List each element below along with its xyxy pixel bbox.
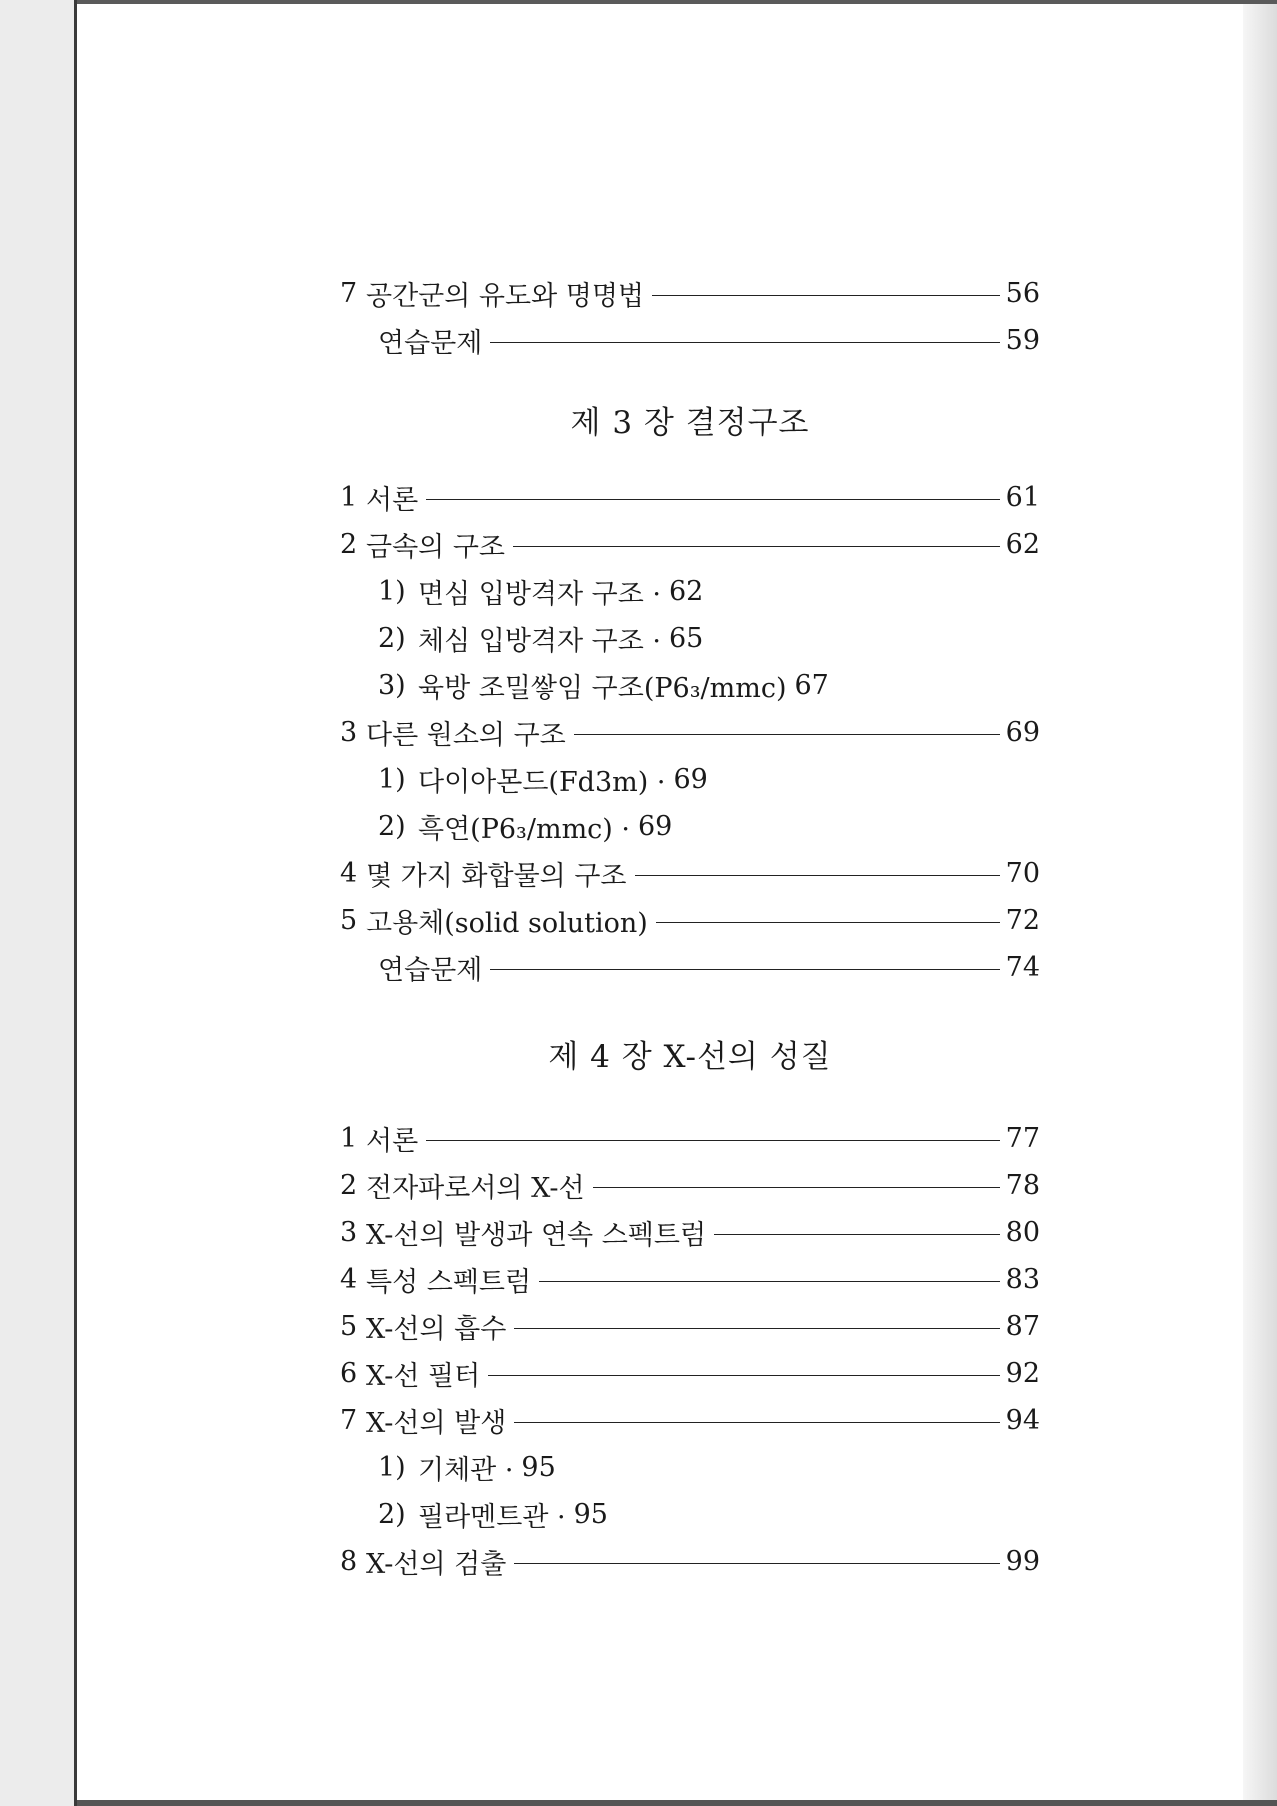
entry-title: 서론: [366, 485, 419, 516]
entry-page: 72: [1005, 905, 1040, 936]
entry-title: 다른 원소의 구조: [366, 720, 566, 751]
toc-subentry: [340, 756, 1040, 803]
entry-title: 연습문제: [378, 328, 483, 359]
toc-entry: [340, 709, 1040, 756]
toc-entry: [340, 850, 1040, 897]
entry-page: 80: [1005, 1217, 1040, 1248]
subentry-title: 다이아몬드(Fd3m) ·: [418, 767, 666, 798]
entry-title: X-선의 발생과 연속 스펙트럼: [366, 1220, 707, 1251]
entry-number: 6: [340, 1358, 358, 1389]
subentry-page: 95: [573, 1499, 608, 1530]
entry-page: 99: [1005, 1546, 1040, 1577]
entry-number: 4: [340, 858, 358, 889]
toc-subentry: [340, 615, 1040, 662]
entry-page: 77: [1005, 1123, 1040, 1154]
entry-number: 1: [340, 482, 358, 513]
toc-entry: [340, 897, 1040, 944]
subentry-page: 67: [794, 670, 829, 701]
dot-leader: [490, 969, 999, 970]
subentry-title: 기체관 ·: [418, 1455, 514, 1486]
toc-subentry: [340, 568, 1040, 615]
subentry-number: 2): [378, 1499, 406, 1530]
subentry-title: 흑연(P6₃/mmc) ·: [418, 814, 630, 845]
entry-page: 70: [1005, 858, 1040, 889]
entry-title: X-선의 발생: [366, 1408, 507, 1439]
toc-entry: [340, 270, 1040, 317]
toc-entry: [340, 317, 1040, 364]
entry-number: 2: [340, 529, 358, 560]
dot-leader: [539, 1281, 1000, 1282]
toc-subentry: [340, 803, 1040, 850]
dot-leader: [652, 295, 1000, 296]
subentry-number: 3): [378, 670, 406, 701]
dot-leader: [574, 734, 1000, 735]
chapter-4-entries: [340, 1115, 1040, 1585]
dot-leader: [426, 499, 999, 500]
entry-page: 87: [1005, 1311, 1040, 1342]
entry-number: 1: [340, 1123, 358, 1154]
entry-title: 금속의 구조: [366, 532, 505, 563]
entry-page: 62: [1005, 529, 1040, 560]
toc-entry: [340, 521, 1040, 568]
toc-subentry: [340, 1444, 1040, 1491]
subentry-number: 2): [378, 811, 406, 842]
entry-number: 3: [340, 717, 358, 748]
entry-number: 8: [340, 1546, 358, 1577]
toc-entry: [340, 1209, 1040, 1256]
subentry-number: 1): [378, 576, 406, 607]
subentry-title: 육방 조밀쌓임 구조(P6₃/mmc): [418, 673, 787, 704]
toc-subentry: [340, 1491, 1040, 1538]
subentry-page: 62: [669, 576, 704, 607]
entry-title: 특성 스펙트럼: [366, 1267, 532, 1298]
dot-leader: [426, 1140, 999, 1141]
toc-entry: [340, 1397, 1040, 1444]
subentry-page: 95: [521, 1452, 556, 1483]
toc-entry: [340, 1303, 1040, 1350]
entry-title: 연습문제: [378, 955, 483, 986]
entry-page: 74: [1005, 952, 1040, 983]
entry-number: 2: [340, 1170, 358, 1201]
table-of-contents: [340, 270, 1040, 1585]
subentry-page: 69: [638, 811, 673, 842]
entry-number: 5: [340, 905, 358, 936]
subentry-page: 65: [669, 623, 704, 654]
entry-title: 전자파로서의 X-선: [366, 1173, 585, 1204]
entry-title: 공간군의 유도와 명명법: [366, 281, 644, 312]
entry-number: 4: [340, 1264, 358, 1295]
entry-page: 78: [1005, 1170, 1040, 1201]
entry-page: 69: [1005, 717, 1040, 748]
toc-entry: [340, 474, 1040, 521]
toc-entry: [340, 1256, 1040, 1303]
subentry-title: 필라멘트관 ·: [418, 1502, 566, 1533]
entry-number: 3: [340, 1217, 358, 1248]
dot-leader: [488, 1375, 999, 1376]
dot-leader: [714, 1234, 1000, 1235]
subentry-title: 체심 입방격자 구조 ·: [418, 626, 661, 657]
scan-shadow-right: [1243, 4, 1277, 1800]
entry-page: 94: [1005, 1405, 1040, 1436]
subentry-number: 1): [378, 764, 406, 795]
toc-entry: [340, 1115, 1040, 1162]
entry-page: 56: [1005, 278, 1040, 309]
dot-leader: [490, 342, 999, 343]
toc-entry: [340, 944, 1040, 991]
chapter-3-entries: [340, 474, 1040, 991]
chapter-heading: 제 4 장 X-선의 성질: [548, 1038, 832, 1075]
subentry-number: 1): [378, 1452, 406, 1483]
subentry-number: 2): [378, 623, 406, 654]
entry-title: X-선의 검출: [366, 1549, 507, 1580]
entry-page: 61: [1005, 482, 1040, 513]
scan-border-bottom: [77, 1800, 1277, 1806]
entry-title: 몇 가지 화합물의 구조: [366, 861, 627, 892]
toc-subentry: [340, 662, 1040, 709]
scan-border-left: [0, 0, 77, 1806]
dot-leader: [514, 1422, 999, 1423]
chapter-heading: 제 3 장 결정구조: [570, 404, 810, 441]
entry-page: 59: [1005, 325, 1040, 356]
scan-border-top: [77, 0, 1277, 4]
dot-leader: [513, 546, 1000, 547]
entry-title: 서론: [366, 1126, 419, 1157]
dot-leader: [514, 1328, 999, 1329]
entry-page: 92: [1005, 1358, 1040, 1389]
toc-entry: [340, 1538, 1040, 1585]
entry-number: 7: [340, 278, 358, 309]
toc-entry: [340, 1162, 1040, 1209]
entry-page: 83: [1005, 1264, 1040, 1295]
toc-entry: [340, 1350, 1040, 1397]
entry-number: 5: [340, 1311, 358, 1342]
entry-title: X-선 필터: [366, 1361, 481, 1392]
dot-leader: [656, 922, 1000, 923]
entry-title: 고용체(solid solution): [366, 908, 648, 939]
subentry-title: 면심 입방격자 구조 ·: [418, 579, 661, 610]
entry-number: 7: [340, 1405, 358, 1436]
subentry-page: 69: [673, 764, 708, 795]
dot-leader: [514, 1563, 999, 1564]
dot-leader: [635, 875, 1000, 876]
entry-title: X-선의 흡수: [366, 1314, 507, 1345]
dot-leader: [593, 1187, 1000, 1188]
